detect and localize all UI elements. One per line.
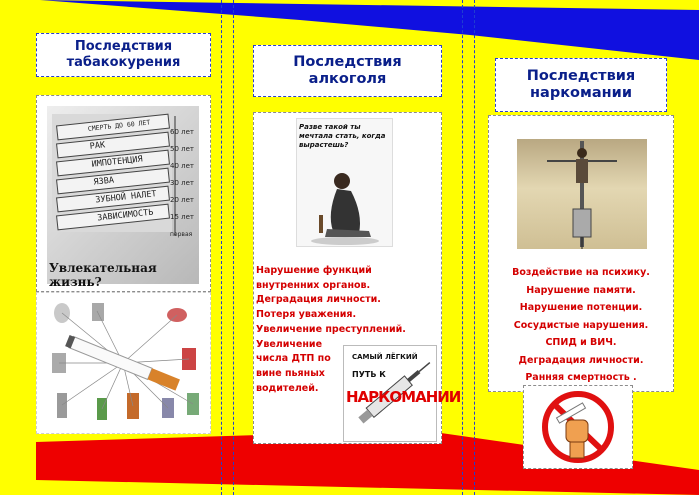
board-line: СМЕРТЬ ДО 60 ЛЕТ <box>87 118 151 133</box>
drugs-item: Воздействие на психику. <box>512 267 650 278</box>
tobacco-diagram-card <box>36 292 211 434</box>
cigarette-effects-illustration <box>37 293 210 433</box>
divider-left-a <box>221 0 222 495</box>
divider-right-a <box>462 0 463 495</box>
alcohol-title <box>253 45 442 97</box>
alcohol-item: Деградация личности. <box>256 294 381 306</box>
sitting-girl-figure <box>297 119 392 246</box>
alcohol-item: Увеличение преступлений. <box>256 323 406 335</box>
drugs-item: Нарушение потенции. <box>519 302 643 314</box>
syringe-figure-photo <box>517 139 647 249</box>
board-age: 30 лет <box>170 179 194 187</box>
cigarette-board-photo <box>47 106 199 289</box>
divider-right-b <box>474 0 475 495</box>
board-ages <box>170 124 194 243</box>
drugs-title-text: Последствия наркомании <box>526 67 636 101</box>
board-age: 50 лет <box>170 145 194 153</box>
poster-middle-text: ПУТЬ К <box>352 370 386 379</box>
alcohol-photo-text: Разве такой ты мечтала стать, когда вырастешь? <box>299 123 386 149</box>
board-age: 40 лет <box>170 162 194 170</box>
board-line: ЗАВИСИМОСТЬ <box>96 207 154 224</box>
drugs-item: СПИД и ВИЧ. <box>545 337 617 349</box>
drugs-item: Сосудистые нарушения. <box>513 319 649 331</box>
board-age: первая <box>170 231 193 238</box>
divider-left-b <box>233 0 234 495</box>
board-line: ЯЗВА <box>93 175 115 188</box>
alcohol-title-text: Последствия алкоголя <box>293 53 402 87</box>
tobacco-caption: Увлекательная жизнь? <box>49 261 157 289</box>
drugs-item: Нарушение памяти. <box>526 284 636 296</box>
tobacco-title <box>36 33 211 77</box>
alcohol-item: Нарушение функций внутренних органов. <box>256 265 372 291</box>
board-age: 20 лет <box>170 196 194 204</box>
board-age: 15 лет <box>170 213 194 221</box>
board-line: ЗУБНОЙ НАЛЕТ <box>94 189 158 206</box>
drugs-item: Ранняя смертность . <box>525 372 637 384</box>
drug-path-poster <box>343 345 461 442</box>
board-labels <box>87 113 161 227</box>
alcohol-item: Увеличение числа ДТП по вине пьяных водителей. <box>256 338 331 394</box>
drugs-card <box>488 115 674 392</box>
tobacco-title-text: Последствия табакокурения <box>66 39 181 70</box>
tobacco-photo-card <box>36 95 211 292</box>
board-line: РАК <box>89 140 106 152</box>
poster-bottom-text: НАРКОМАНИИ <box>346 388 461 406</box>
drugs-item: Деградация личности. <box>518 354 644 366</box>
alcohol-card <box>253 112 461 444</box>
board-line: ИМПОТЕНЦИЯ <box>91 154 144 170</box>
no-drugs-fist-icon <box>524 386 632 468</box>
poster-top-text: САМЫЙ ЛЁГКИЙ <box>352 353 418 361</box>
drugs-consequences-list <box>489 264 673 387</box>
alcohol-photo <box>296 118 393 247</box>
drugs-title <box>495 58 667 112</box>
no-drugs-sign-card <box>523 385 633 469</box>
alcohol-item: Потеря уважения. <box>256 309 357 321</box>
crucified-figure-icon <box>517 139 647 249</box>
board-age: 60 лет <box>170 128 194 136</box>
